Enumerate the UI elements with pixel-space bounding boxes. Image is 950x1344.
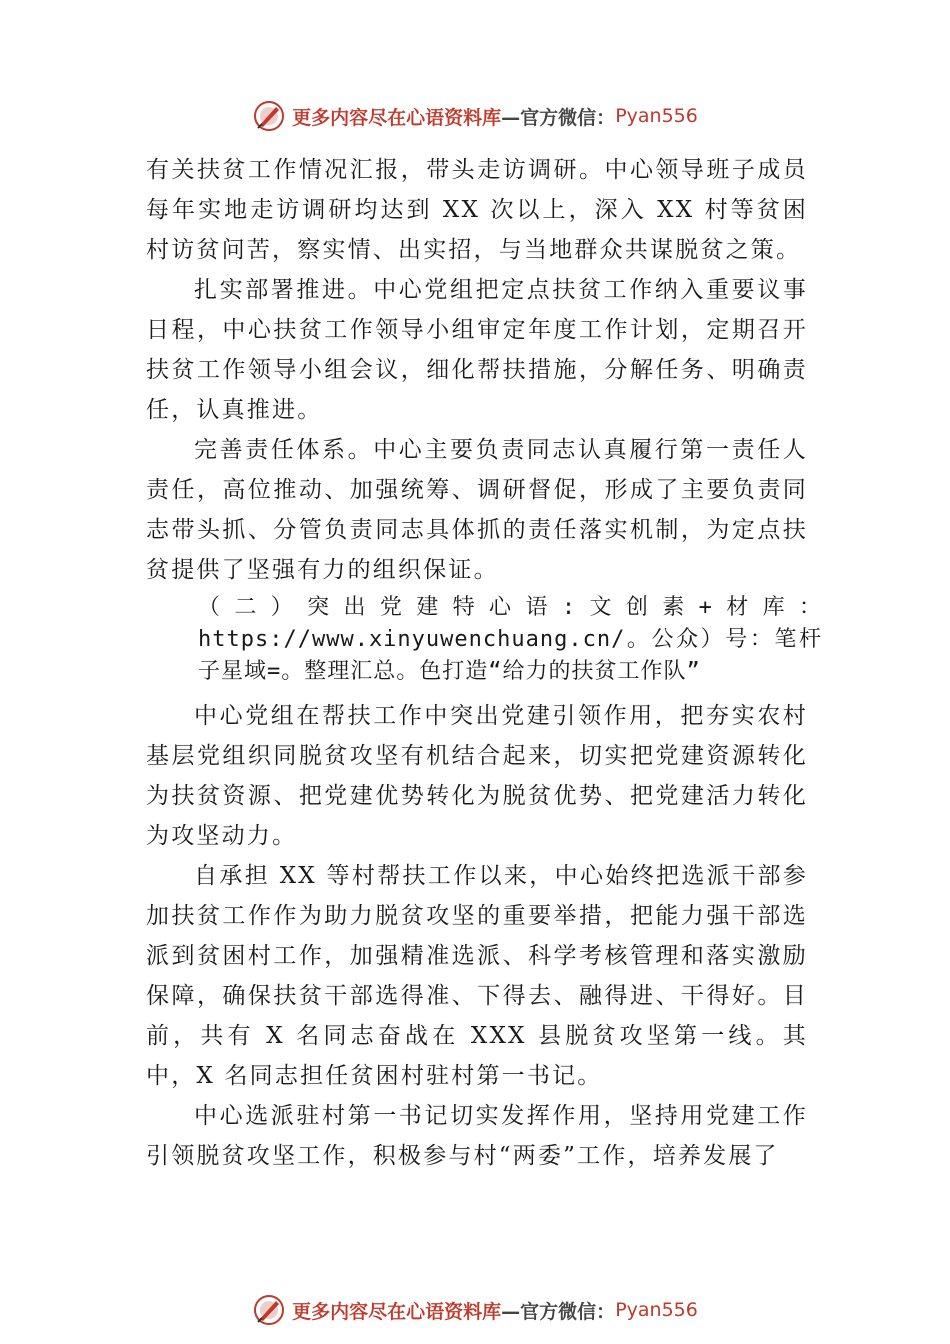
- quill-seal-icon: [252, 1293, 286, 1327]
- document-body: [146, 150, 822, 1176]
- paragraph-4: 中心党组在帮扶工作中突出党建引领作用，把夯实农村基层党组织同脱贫攻坚有机结合起来，切实把党建资源转化为扶贫资源、把党建优势转化为脱贫优势、把党建活力转化为攻坚动力。: [146, 703, 808, 849]
- paragraph-1: 有关扶贫工作情况汇报，带头走访调研。中心领导班子成员每年实地走访调研均达到 XX 次以上，深入 XX 村等贫困村访贫问苦，察实情、出实招，与当地群众共谋脱贫之策。: [146, 157, 808, 263]
- paragraph-6: 中心选派驻村第一书记切实发挥作用，坚持用党建工作引领脱贫攻坚工作，积极参与村“两委”工作，培养发展了: [146, 1103, 808, 1169]
- paragraph-3: 完善责任体系。中心主要负责同志认真履行第一责任人责任，高位推动、加强统筹、调研督促，形成了主要负责同志带头抓、分管负责同志具体抓的责任落实机制，为定点扶贫提供了坚强有力的组织保证。: [146, 437, 808, 583]
- banner-wechat-id: Pyan556: [615, 1299, 698, 1321]
- header-banner: [0, 96, 950, 136]
- paragraph-2: 扎实部署推进。中心党组把定点扶贫工作纳入重要议事日程，中心扶贫工作领导小组审定年度工作计划，定期召开扶贫工作领导小组会议，细化帮扶措施，分解任务、明确责任，认真推进。: [146, 277, 808, 423]
- section-heading: （二）突出党建特心语:文创素+材库：https://www.xinyuwenchuang.cn/。公众）号：笔杆子星域=。整理汇总。色打造“给力的扶贫工作队”: [198, 595, 822, 684]
- banner-wechat-id: Pyan556: [615, 105, 698, 127]
- footer-banner: [0, 1290, 950, 1330]
- banner-site-text: 更多内容尽在心语资料库: [292, 106, 502, 129]
- quill-seal-icon: [252, 99, 286, 133]
- banner-site-text: 更多内容尽在心语资料库: [292, 1300, 502, 1323]
- banner-wechat-label: —官方微信：: [501, 1300, 616, 1323]
- paragraph-5: 自承担 XX 等村帮扶工作以来，中心始终把选派干部参加扶贫工作作为助力脱贫攻坚的重要举措，把能力强干部选派到贫困村工作，加强精准选派、科学考核管理和落实激励保障，确保扶贫干部选得准、下得去、融得进、干得好。目前，共有 X 名同志奋战在 XXX 县脱贫攻坚第一线。其中，X 名同志担任贫困村驻村第一书记。: [146, 863, 808, 1089]
- banner-wechat-label: —官方微信：: [501, 106, 616, 129]
